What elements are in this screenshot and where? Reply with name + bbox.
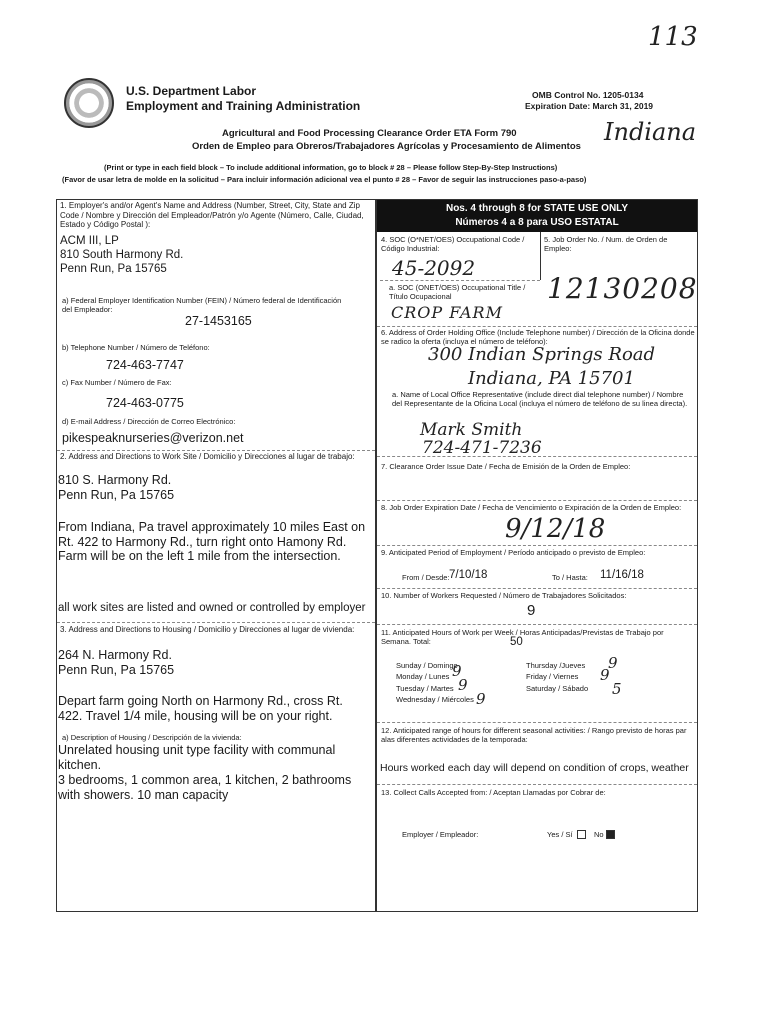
wednesday-hours: 9 (476, 690, 486, 708)
occupational-title: CROP FARM (391, 303, 503, 322)
block4a-label: a. SOC (ONET/OES) Occupational Title / Título Ocupacional (389, 283, 526, 301)
block13-label: 13. Collect Calls Accepted from: / Aceptan Llamadas por Cobrar de: (381, 788, 606, 797)
block6a-label: a. Name of Local Office Representative (include direct dial telephone number) / Nombre del Representante de la Oficina Local (incluya el número de teléfono de su linea directa). (392, 390, 688, 408)
job-order-number: 12130208 (547, 272, 698, 305)
state-use-header-line2: Números 4 a 8 para USO ESTATAL (455, 217, 619, 228)
collect-no-checkbox[interactable] (606, 830, 615, 839)
employer-street: 810 South Harmony Rd. (60, 249, 184, 261)
employer-collect-label: Employer / Empleador: (402, 830, 479, 839)
divider-b6 (377, 326, 697, 327)
fax-value: 724-463-0775 (106, 396, 184, 410)
form-title-en: Agricultural and Food Processing Clearance Order ETA Form 790 (222, 128, 517, 139)
fax-label: c) Fax Number / Número de Fax: (62, 378, 172, 387)
expiration-date-value: 9/12/18 (505, 514, 606, 544)
tuesday-label: Tuesday / Martes (396, 684, 454, 693)
saturday-hours: 5 (612, 680, 622, 698)
housing-directions: Depart farm going North on Harmony Rd., cross Rt. 422. Travel 1/4 mile, housing will be on your right. (58, 694, 343, 723)
fein-value: 27-1453165 (185, 314, 252, 328)
monday-hours: 9 (452, 662, 462, 680)
block5-label: 5. Job Order No. / Num. de Orden de Empleo: (544, 235, 668, 253)
block10-label: 10. Number of Workers Requested / Número de Trabajadores Solicitados: (381, 591, 627, 600)
housing-city: Penn Run, Pa 15765 (58, 663, 175, 677)
b4-b5-split (540, 232, 541, 280)
employer-name: ACM III, LP (60, 235, 119, 247)
block3-label: 3. Address and Directions to Housing / Domicilio y Direcciones al lugar de vivienda: (60, 625, 355, 634)
divider-b2 (57, 450, 375, 451)
state-use-header-line1: Nos. 4 through 8 for STATE USE ONLY (445, 203, 629, 214)
housing-description-1: Unrelated housing unit type facility with communal kitchen. (58, 743, 336, 772)
housing-description-2: 3 bedrooms, 1 common area, 1 kitchen, 2 bathrooms with showers. 10 man capacity (58, 773, 352, 802)
email-label: d) E-mail Address / Dirección de Correo Electrónico: (62, 417, 236, 426)
from-date-value: 7/10/18 (449, 569, 488, 581)
dol-seal-logo (64, 78, 114, 128)
collect-no-label: No (594, 830, 604, 839)
phone-label: b) Telephone Number / Número de Teléfono: (62, 343, 210, 352)
divider-b10 (377, 588, 697, 589)
divider-b13 (377, 784, 697, 785)
saturday-label: Saturday / Sábado (526, 684, 589, 693)
divider-b3 (57, 622, 375, 623)
block1-label: 1. Employer's and/or Agent's Name and Address (Number, Street, City, State and Zip Code / Nombre y Dirección del Empleador/Patrón y/o Agente (Número, Calle, Ciudad, Estado y Código Postal ): (60, 201, 364, 229)
block6-label: 6. Address of Order Holding Office (Include Telephone number) / Dirección de la Oficina donde se radico la oferta (incluya el número de teléfono): (381, 328, 695, 346)
divider-b8 (377, 500, 697, 501)
housing-description-label: a) Description of Housing / Descripción de la vivienda: (62, 733, 242, 742)
local-rep-phone: 724-471-7236 (422, 438, 542, 458)
worksite-directions: From Indiana, Pa travel approximately 10 miles East on Rt. 422 to Harmony Rd., turn right onto Hamony Rd. Farm will be on the left 1 mile from the intersection. (58, 520, 366, 563)
state-use-header (377, 200, 697, 232)
divider-b9 (377, 545, 697, 546)
state-handwritten: Indiana (604, 118, 697, 146)
block8-label: 8. Job Order Expiration Date / Fecha de Vencimiento o Expiración de la Orden de Empleo: (381, 503, 682, 512)
omb-expiration: Expiration Date: March 31, 2019 (525, 101, 654, 111)
holding-office-address-1: 300 Indian Springs Road (428, 344, 656, 365)
block12-label: 12. Anticipated range of hours for different seasonal activities: / Rango previsto de horas par alas diferentes actividades de la temporada: (381, 726, 687, 744)
wednesday-label: Wednesday / Miércoles (396, 695, 474, 704)
block2-label: 2. Address and Directions to Work Site / Domicilio y Direcciones al lugar de trabajo: (60, 452, 355, 461)
worksite-street: 810 S. Harmony Rd. (58, 473, 172, 487)
from-label: From / Desde: (402, 573, 450, 582)
to-label: To / Hasta: (552, 573, 588, 582)
divider-b11 (377, 624, 697, 625)
housing-street: 264 N. Harmony Rd. (58, 648, 172, 662)
block4-label: 4. SOC (O*NET/OES) Occupational Code / Código Industrial: (381, 235, 525, 253)
worksite-note: all work sites are listed and owned or controlled by employer (58, 602, 366, 614)
tuesday-hours: 9 (458, 676, 468, 694)
page-number-note: 113 (648, 22, 698, 52)
to-date-value: 11/16/18 (600, 569, 644, 581)
divider-b12 (377, 722, 697, 723)
divider-b7 (377, 456, 697, 457)
collect-yes-checkbox[interactable] (577, 830, 586, 839)
block11-label: 11. Anticipated Hours of Work per Week / Horas Anticipadas/Previstas de Trabajo por Semana. Total: (381, 628, 664, 646)
worksite-city: Penn Run, Pa 15765 (58, 488, 175, 502)
thursday-hours: 9 (608, 654, 618, 672)
thursday-label: Thursday /Jueves (526, 661, 586, 670)
seasonal-hours-value: Hours worked each day will depend on condition of crops, weather (380, 762, 689, 774)
friday-hours: 9 (600, 666, 610, 684)
omb-control: OMB Control No. 1205-0134 (532, 90, 644, 100)
phone-value: 724-463-7747 (106, 358, 184, 372)
local-rep-name: Mark Smith (420, 420, 523, 440)
friday-label: Friday / Viernes (526, 672, 579, 681)
agency-line2: Employment and Training Administration (126, 99, 361, 113)
form-title-es: Orden de Empleo para Obreros/Trabajadores Agrícolas y Procesamiento de Alimentos (192, 141, 581, 152)
sunday-label: Sunday / Domingo (396, 661, 458, 670)
weekly-hours-total: 50 (510, 636, 523, 648)
fein-label: a) Federal Employer Identification Number (FEIN) / Número federal de Identificación del Empleador: (62, 296, 342, 314)
block7-label: 7. Clearance Order Issue Date / Fecha de Emisión de la Orden de Empleo: (381, 462, 631, 471)
email-value: pikespeaknurseries@verizon.net (62, 431, 244, 445)
soc-code-value: 45-2092 (392, 256, 476, 280)
agency-line1: U.S. Department Labor (126, 84, 257, 98)
workers-requested-value: 9 (527, 602, 536, 619)
collect-yes-label: Yes / Sí (547, 830, 573, 839)
employer-city: Penn Run, Pa 15765 (60, 263, 167, 275)
block9-label: 9. Anticipated Period of Employment / Período anticipado o previsto de Empleo: (381, 548, 646, 557)
holding-office-address-2: Indiana, PA 15701 (468, 368, 635, 389)
monday-label: Monday / Lunes (396, 672, 450, 681)
instructions-en: (Print or type in each field block – To include additional information, go to block # 28 – Please follow Step-By-Step Instructions) (104, 163, 558, 172)
instructions-es: (Favor de usar letra de molde en la solicitud – Para incluir información adicional vea el punto # 28 – Favor de seguir las instrucciones paso-a-paso) (62, 175, 587, 184)
divider-b4a (380, 280, 540, 281)
